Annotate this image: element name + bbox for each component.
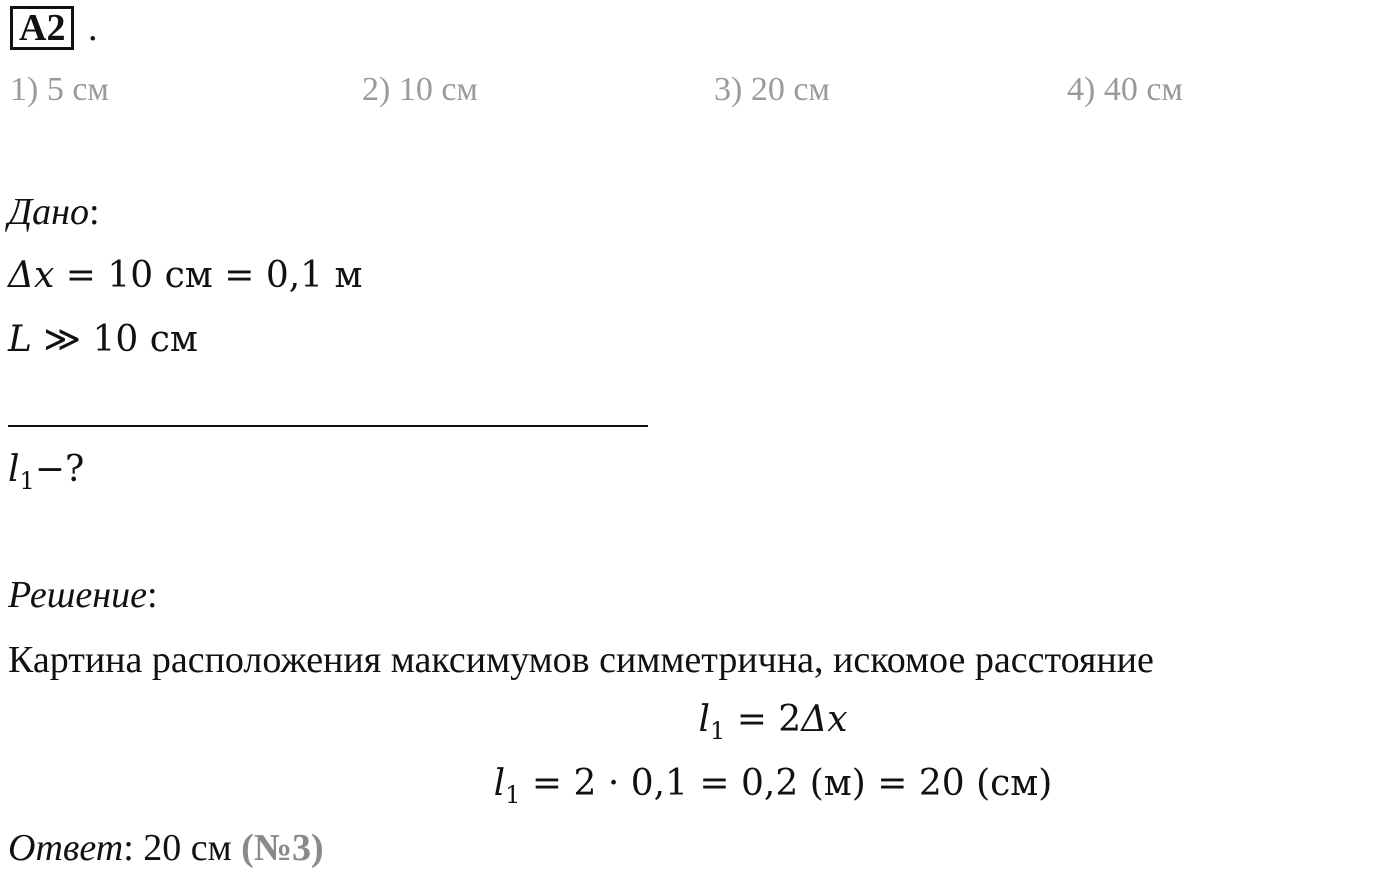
given-line2-rest: ≫ 10 см bbox=[31, 319, 198, 360]
unknown-rest: −? bbox=[34, 449, 85, 490]
given-heading bbox=[8, 190, 100, 234]
unknown-line bbox=[8, 448, 85, 495]
answer-label: Ответ bbox=[8, 827, 124, 869]
answer-line bbox=[8, 826, 324, 870]
unknown-sub: 1 bbox=[19, 467, 35, 495]
option-2: 2) 10 см bbox=[362, 71, 478, 108]
given-heading-text: Дано bbox=[8, 191, 90, 233]
formula1-var: l bbox=[698, 699, 710, 740]
solution-heading-text: Решение bbox=[8, 574, 147, 616]
formula2-var: l bbox=[493, 763, 506, 804]
solution-text: Картина расположения максимумов симметрична, искомое расстояние bbox=[8, 639, 1154, 681]
solution-formula-1 bbox=[0, 698, 1400, 745]
given-line-displacement bbox=[8, 254, 363, 298]
unknown-var: l bbox=[8, 449, 20, 490]
option-3: 3) 20 см bbox=[714, 71, 830, 108]
formula2-rest: = 2 · 0,1 = 0,2 (м) = 20 (см) bbox=[520, 763, 1053, 804]
formula1-var2: Δx bbox=[801, 699, 848, 740]
task-label-dot: . bbox=[88, 7, 98, 49]
solution-heading-colon: : bbox=[146, 574, 158, 616]
formula1-rest: = 2 bbox=[725, 699, 802, 740]
formula2-sub: 1 bbox=[505, 781, 521, 809]
formula1-sub: 1 bbox=[709, 717, 726, 745]
option-1: 1) 5 см bbox=[10, 71, 109, 108]
answer-number: (№3) bbox=[241, 827, 324, 869]
given-heading-colon: : bbox=[89, 191, 100, 233]
answer-value: : 20 см bbox=[123, 827, 242, 869]
solution-heading bbox=[8, 573, 158, 617]
given-line-distance bbox=[8, 318, 198, 362]
given-line2-var: L bbox=[8, 319, 32, 360]
task-label-text: A2 bbox=[19, 7, 66, 49]
option-4: 4) 40 см bbox=[1067, 71, 1183, 108]
solution-formula-2 bbox=[0, 762, 1400, 809]
given-line1-var: Δx bbox=[8, 255, 55, 296]
given-line1-rest: = 10 см = 0,1 м bbox=[54, 255, 363, 296]
task-label bbox=[10, 6, 74, 50]
given-divider bbox=[8, 425, 648, 427]
